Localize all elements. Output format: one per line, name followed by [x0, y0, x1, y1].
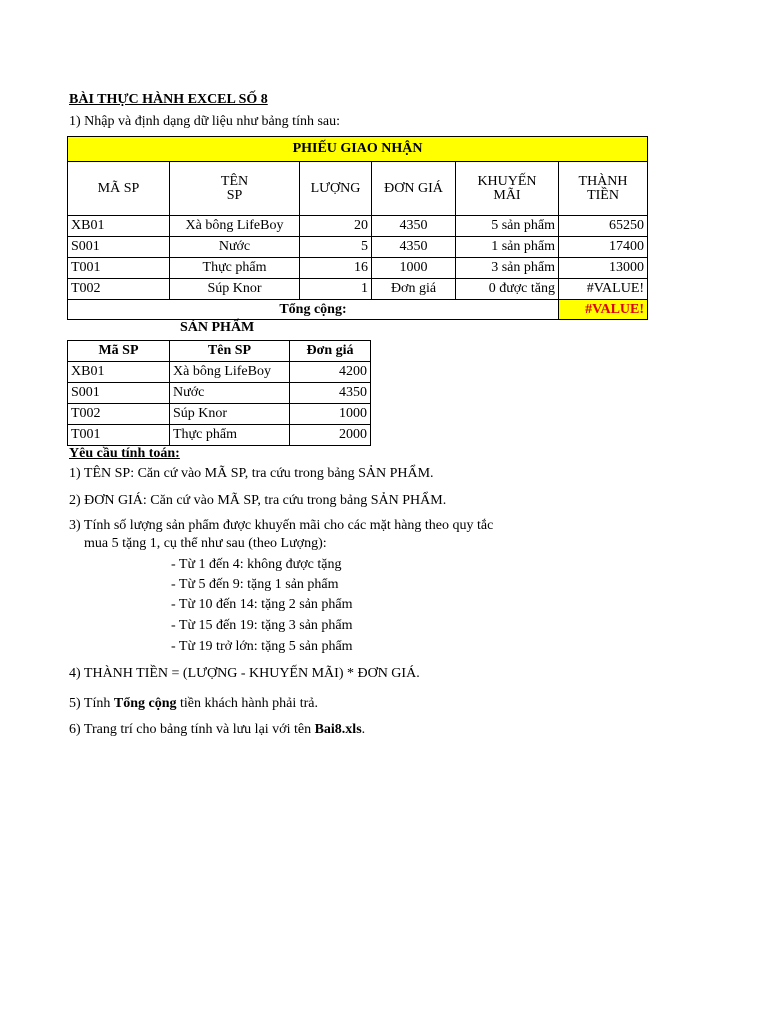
rule-item: - Từ 19 trở lớn: tặng 5 sản phẩm [171, 639, 353, 654]
cell[interactable]: 5 [300, 237, 372, 258]
san-pham-table [67, 340, 371, 446]
total-value[interactable]: #VALUE! [559, 300, 648, 320]
cell[interactable]: Xà bông LifeBoy [170, 216, 300, 237]
cell[interactable]: Thực phẩm [170, 425, 290, 446]
cell[interactable]: 0 được tăng [456, 279, 559, 300]
table-header-row [68, 162, 648, 216]
requirement-6 [69, 722, 365, 738]
header-ma-sp[interactable]: Mã SP [68, 341, 170, 362]
cell[interactable]: S001 [68, 383, 170, 404]
cell[interactable]: Súp Knor [170, 279, 300, 300]
requirement-5-pre: 5) Tính [69, 696, 114, 711]
cell[interactable]: 1 sản phẩm [456, 237, 559, 258]
header-thanh-tien[interactable]: THÀNH TIỀN [559, 162, 648, 216]
cell[interactable]: T001 [68, 425, 170, 446]
table-header-row [68, 341, 371, 362]
requirement-6-post: . [361, 722, 366, 737]
table-row [68, 216, 648, 237]
cell[interactable]: XB01 [68, 362, 170, 383]
table-banner-row [68, 137, 648, 162]
requirement-5 [69, 696, 318, 712]
header-ten-sp[interactable]: TÊN SP [170, 162, 300, 216]
cell[interactable]: Nước [170, 383, 290, 404]
table-row [68, 237, 648, 258]
cell[interactable]: 16 [300, 258, 372, 279]
cell[interactable]: 4350 [372, 237, 456, 258]
phieu-giao-nhan-table [67, 136, 648, 320]
requirement-6-bold: Bai8.xls [314, 722, 362, 737]
cell[interactable]: 1 [300, 279, 372, 300]
cell[interactable]: 3 sản phẩm [456, 258, 559, 279]
cell[interactable]: Nước [170, 237, 300, 258]
header-don-gia[interactable]: ĐƠN GIÁ [372, 162, 456, 216]
rule-item: - Từ 10 đến 14: tặng 2 sản phẩm [171, 597, 353, 612]
cell[interactable]: 2000 [290, 425, 371, 446]
cell[interactable]: 20 [300, 216, 372, 237]
cell[interactable]: 1000 [372, 258, 456, 279]
cell[interactable]: 65250 [559, 216, 648, 237]
cell[interactable]: Thực phẩm [170, 258, 300, 279]
header-ten-sp[interactable]: Tên SP [170, 341, 290, 362]
requirement-3-line2: mua 5 tặng 1, cụ thể như sau (theo Lượng): [84, 536, 327, 551]
requirement-2: 2) ĐƠN GIÁ: Căn cứ vào MÃ SP, tra cứu trong bảng SẢN PHẨM. [69, 493, 447, 508]
cell[interactable]: 5 sản phẩm [456, 216, 559, 237]
table-row [68, 425, 371, 446]
cell[interactable]: 4350 [290, 383, 371, 404]
cell[interactable]: T002 [68, 279, 170, 300]
requirement-6-pre: 6) Trang trí cho bảng tính và lưu lại với tên [69, 722, 315, 737]
cell[interactable]: 17400 [559, 237, 648, 258]
requirement-5-post: tiền khách hành phải trả. [176, 696, 318, 711]
cell[interactable]: Đơn giá [372, 279, 456, 300]
total-row [68, 300, 648, 320]
cell[interactable]: Xà bông LifeBoy [170, 362, 290, 383]
rule-item: - Từ 15 đến 19: tặng 3 sản phẩm [171, 618, 353, 633]
requirement-3-line1: 3) Tính số lượng sản phẩm được khuyến mãi cho các mặt hàng theo quy tắc [69, 518, 494, 533]
table-row [68, 404, 371, 425]
cell[interactable]: 4200 [290, 362, 371, 383]
cell[interactable]: T002 [68, 404, 170, 425]
intro-text: 1) Nhập và định dạng dữ liệu như bảng tính sau: [69, 114, 341, 129]
cell[interactable]: XB01 [68, 216, 170, 237]
requirements-title: Yêu cầu tính toán: [69, 446, 180, 461]
table-row [68, 279, 648, 300]
requirement-4: 4) THÀNH TIỀN = (LƯỢNG - KHUYẾN MÃI) * ĐƠN GIÁ. [69, 666, 420, 681]
table-row [68, 383, 371, 404]
header-don-gia[interactable]: Đơn giá [290, 341, 371, 362]
total-label[interactable]: Tổng cộng: [68, 300, 559, 320]
san-pham-title: SẢN PHẨM [180, 320, 255, 335]
requirement-1: 1) TÊN SP: Căn cứ vào MÃ SP, tra cứu trong bảng SẢN PHẨM. [69, 466, 434, 481]
table-banner[interactable]: PHIẾU GIAO NHẬN [68, 137, 648, 162]
header-ma-sp[interactable]: MÃ SP [68, 162, 170, 216]
rule-item: - Từ 5 đến 9: tặng 1 sản phẩm [171, 577, 339, 592]
header-khuyen-mai[interactable]: KHUYẾN MÃI [456, 162, 559, 216]
cell[interactable]: #VALUE! [559, 279, 648, 300]
cell[interactable]: 1000 [290, 404, 371, 425]
cell[interactable]: S001 [68, 237, 170, 258]
cell[interactable]: Súp Knor [170, 404, 290, 425]
requirement-5-bold: Tổng cộng [113, 696, 177, 711]
cell[interactable]: 4350 [372, 216, 456, 237]
cell[interactable]: 13000 [559, 258, 648, 279]
table-row [68, 362, 371, 383]
table-row [68, 258, 648, 279]
page-title: BÀI THỰC HÀNH EXCEL SỐ 8 [69, 92, 268, 107]
rule-item: - Từ 1 đến 4: không được tặng [171, 557, 342, 572]
header-luong[interactable]: LƯỢNG [300, 162, 372, 216]
cell[interactable]: T001 [68, 258, 170, 279]
